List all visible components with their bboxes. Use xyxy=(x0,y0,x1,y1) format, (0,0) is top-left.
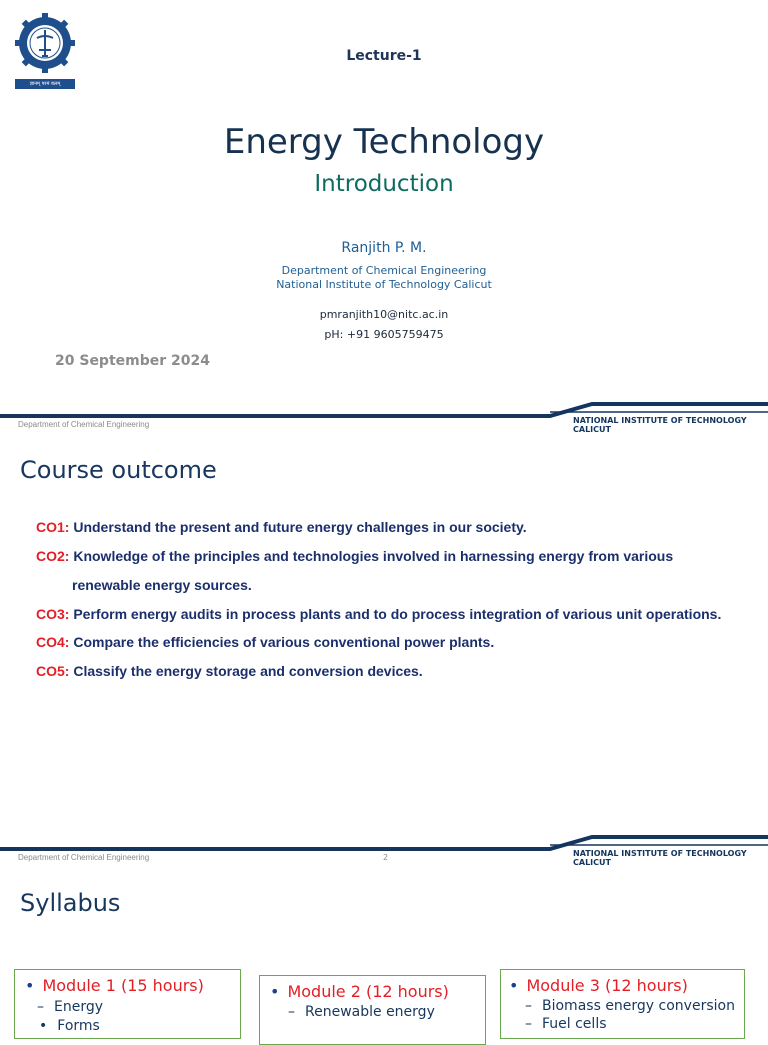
footer-institute-line1: NATIONAL INSTITUTE OF TECHNOLOGY xyxy=(573,416,747,425)
outcome-label: CO2: xyxy=(36,548,70,564)
module-3-item: – Fuel cells xyxy=(525,1016,607,1032)
module-3-heading: • Module 3 (12 hours) xyxy=(509,976,688,995)
course-outcome-title: Course outcome xyxy=(20,456,217,484)
module-1-item: • Forms xyxy=(39,1018,100,1034)
footer-institute xyxy=(573,849,763,867)
page-number: 2 xyxy=(383,853,389,862)
footer-institute-line1: NATIONAL INSTITUTE OF TECHNOLOGY xyxy=(573,849,747,858)
footer-department: Department of Chemical Engineering xyxy=(18,420,150,429)
module-2-box xyxy=(259,975,486,1045)
outcome-text: Understand the present and future energy challenges in our society. xyxy=(73,519,527,535)
footer-institute-line2: CALICUT xyxy=(573,858,611,867)
outcome-label: CO3: xyxy=(36,606,70,622)
bullet-icon: • xyxy=(25,976,35,995)
footer-department: Department of Chemical Engineering xyxy=(18,853,150,862)
outcome-co5 xyxy=(36,663,423,679)
footer-institute-line2: CALICUT xyxy=(573,425,611,434)
presentation-subtitle: Introduction xyxy=(314,171,454,197)
outcome-text: Knowledge of the principles and technologies involved in harnessing energy from various xyxy=(73,548,674,564)
outcome-text: Classify the energy storage and conversion devices. xyxy=(73,663,423,679)
module-1-item: – Energy xyxy=(37,999,104,1015)
bullet-icon: • xyxy=(509,976,519,995)
outcome-text: Perform energy audits in process plants and to do process integration of various unit operations. xyxy=(73,606,722,622)
author-institute: National Institute of Technology Calicut xyxy=(276,278,492,291)
outcome-text: Compare the efficiencies of various conventional power plants. xyxy=(73,634,495,650)
outcome-co3 xyxy=(36,606,721,622)
presentation-date: 20 September 2024 xyxy=(55,353,210,369)
bullet-icon: • xyxy=(39,1018,48,1034)
lecture-number: Lecture-1 xyxy=(346,48,422,64)
outcome-label: CO4: xyxy=(36,634,70,650)
outcome-label: CO5: xyxy=(36,663,70,679)
dash-icon: – xyxy=(525,998,532,1014)
outcome-co1 xyxy=(36,519,527,535)
outcome-co2-continuation: renewable energy sources. xyxy=(72,577,252,593)
outcome-co2 xyxy=(36,548,673,564)
presentation-title: Energy Technology xyxy=(223,122,545,162)
author-phone: pH: +91 9605759475 xyxy=(324,328,444,341)
module-3-item: – Biomass energy conversion xyxy=(525,998,735,1014)
footer-institute xyxy=(573,416,763,434)
logo-caption: ज्ञानम् परमं बलम् xyxy=(29,81,61,87)
module-1-heading: • Module 1 (15 hours) xyxy=(25,976,204,995)
dash-icon: – xyxy=(37,999,44,1015)
outcome-co4 xyxy=(36,634,494,650)
module-1-box xyxy=(14,969,241,1039)
dash-icon: – xyxy=(525,1016,532,1032)
module-2-heading: • Module 2 (12 hours) xyxy=(270,982,449,1001)
module-3-box xyxy=(500,969,745,1039)
author-department: Department of Chemical Engineering xyxy=(281,264,487,277)
dash-icon: – xyxy=(288,1004,295,1020)
module-2-item: – Renewable energy xyxy=(288,1004,435,1020)
bullet-icon: • xyxy=(270,982,280,1001)
outcome-label: CO1: xyxy=(36,519,70,535)
author-email[interactable]: pmranjith10@nitc.ac.in xyxy=(319,308,449,321)
syllabus-title: Syllabus xyxy=(20,889,121,917)
author-name: Ranjith P. M. xyxy=(341,240,427,256)
